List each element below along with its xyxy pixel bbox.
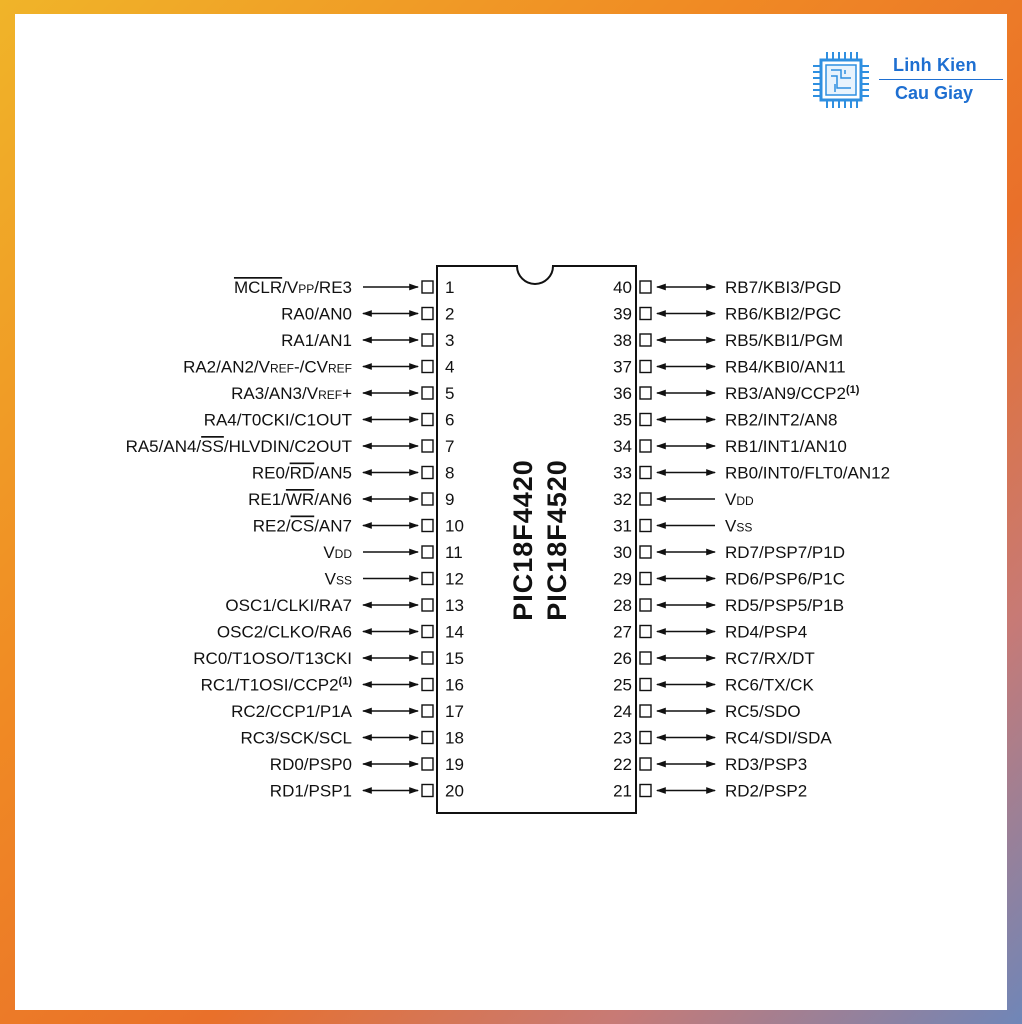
pin-19-label: RD0/PSP0 [269,755,352,774]
pin-26-number: 26 [613,649,632,668]
pin-20-pad [422,785,433,797]
pin-2-label: RA0/AN0 [281,304,352,324]
left-pin-group [126,278,464,801]
pin-17-rc2-ccp1-p1a [231,702,464,721]
pin-9-label: RE1/WR/AN6 [248,490,352,509]
pin-9-re1-wr-an6 [248,490,454,509]
pin-20-number: 20 [445,781,464,801]
pin-1-pad [422,281,433,293]
pin-28-rd5-psp5-p1b [613,596,844,615]
pin-38-label: RB5/KBI1/PGM [725,331,844,350]
pin-26-pad [640,652,651,664]
pin-20-label: RD1/PSP1 [269,781,352,801]
pin-3-number: 3 [445,331,455,350]
pin-37-rb4-kbi0-an11 [613,358,846,377]
pin-30-rd7-psp7-p1d [613,543,845,562]
brand-name-line2: Cau Giay [895,83,974,103]
pin-38-rb5-kbi1-pgm [613,331,843,350]
pin-29-pad [640,573,651,585]
pin-21-pad [640,785,651,797]
pin-37-pad [640,361,651,373]
pin-1-label: MCLR/VPP/RE3 [233,278,352,297]
pin-23-pad [640,732,651,744]
pin-39-rb6-kbi2-pgc [613,305,841,324]
pin-27-number: 27 [613,622,632,642]
pin-17-label: RC2/CCP1/P1A [231,702,352,721]
pin-32-number: 32 [613,490,632,509]
pin-15-rc0-t1oso-t13cki [193,649,464,668]
pin-22-pad [640,758,651,770]
pin-18-label: RC3/SCK/SCL [240,728,352,748]
pin-2-ra0-an0 [281,305,454,324]
pin-13-label: OSC1/CLKI/RA7 [225,596,352,615]
pin-36-rb3-an9-ccp2-1 [613,384,860,403]
pin-19-rd0-psp0 [270,755,464,774]
pin-20-rd1-psp1 [270,782,464,801]
pin-40-rb7-kbi3-pgd [613,278,841,297]
pin-25-rc6-tx-ck [613,676,814,695]
pin-12-pad [422,573,433,585]
pin-11-pad [422,546,433,558]
pin-36-pad [640,387,651,399]
pin-23-label: RC4/SDI/SDA [725,728,832,748]
pin-39-label: RB6/KBI2/PGC [725,304,842,324]
pin-6-label: RA4/T0CKI/C1OUT [203,410,352,430]
pin-4-number: 4 [445,357,455,377]
pin-29-label: RD6/PSP6/P1C [725,569,845,589]
pin-8-label: RE0/RD/AN5 [251,463,352,483]
pin-7-number: 7 [445,437,455,456]
pin-30-pad [640,546,651,558]
pin-24-label: RC5/SDO [725,702,801,721]
pin-8-number: 8 [445,463,455,483]
pin-13-number: 13 [445,596,464,615]
pin-5-number: 5 [445,384,455,403]
pin-33-rb0-int0-flt0-an12 [613,464,890,483]
pin-30-number: 30 [613,543,632,562]
pin-30-label: RD7/PSP7/P1D [725,543,845,562]
pin-27-label: RD4/PSP4 [725,622,808,642]
pin-21-rd2-psp2 [613,782,807,801]
pin-28-pad [640,599,651,611]
pin-18-rc3-sck-scl [241,729,464,748]
pin-15-label: RC0/T1OSO/T13CKI [193,649,352,668]
pin-16-rc1-t1osi-ccp2-1 [201,676,464,695]
pin-7-pad [422,440,433,452]
pin-34-label: RB1/INT1/AN10 [725,437,847,456]
pin-6-number: 6 [445,410,455,430]
pin-34-rb1-int1-an10 [613,437,847,456]
pin-36-label: RB3/AN9/CCP2$^{(1)}$ [725,384,860,403]
pin-5-ra3-an3-vref [231,384,454,403]
pin-15-number: 15 [445,649,464,668]
chip-package [437,266,636,813]
pin-34-number: 34 [613,437,632,456]
pin-1-mclr-vpp-re3 [234,278,455,297]
pin-24-pad [640,705,651,717]
pin-22-label: RD3/PSP3 [725,755,808,774]
pin-17-pad [422,705,433,717]
pin-7-ra5-an4-ss-hlvdin-c2out [126,437,455,456]
pin-21-label: RD2/PSP2 [725,781,808,801]
pin-37-number: 37 [613,357,632,377]
pin-4-ra2-an2-vref-cvref [183,358,454,377]
pin-14-pad [422,626,433,638]
pin-4-pad [422,361,433,373]
pin-40-pad [640,281,651,293]
pin-23-number: 23 [613,728,632,748]
pin-11-label: VDD [323,543,352,562]
pin-16-number: 16 [445,675,464,695]
pin-6-pad [422,414,433,426]
pin-5-pad [422,387,433,399]
pin-14-label: OSC2/CLKO/RA6 [216,622,352,642]
pin-16-pad [422,679,433,691]
pin-32-label: VDD [725,490,754,509]
pin-19-number: 19 [445,755,464,774]
pin-7-label: RA5/AN4/SS/HLVDIN/C2OUT [125,437,352,456]
pin-28-label: RD5/PSP5/P1B [725,596,845,615]
pin-13-osc1-clki-ra7 [225,596,464,615]
pin-3-label: RA1/AN1 [281,331,352,350]
pin-10-label: RE2/CS/AN7 [252,516,352,536]
pin-22-number: 22 [613,755,632,774]
pin-12-label: VSS [324,569,352,589]
pin-10-number: 10 [445,516,464,536]
pin-8-pad [422,467,433,479]
pin-2-number: 2 [445,304,455,324]
pin-1-number: 1 [445,278,455,297]
pin-8-re0-rd-an5 [252,464,455,483]
pin-33-number: 33 [613,463,632,483]
pin-16-label: RC1/T1OSI/CCP2$^{(1)}$ [200,675,352,695]
pin-10-re2-cs-an7 [253,517,464,536]
part-number-2: PIC18F4520 [542,459,572,621]
pin-38-number: 38 [613,331,632,350]
right-pin-group [613,278,890,801]
pin-38-pad [640,334,651,346]
pin-24-number: 24 [613,702,632,721]
pin-39-pad [640,308,651,320]
pin-39-number: 39 [613,304,632,324]
diagram-canvas [15,14,1007,1010]
pin-9-pad [422,493,433,505]
pin-35-label: RB2/INT2/AN8 [725,410,838,430]
pin-19-pad [422,758,433,770]
pin-18-pad [422,732,433,744]
pin-31-number: 31 [613,516,632,536]
pin-26-rc7-rx-dt [613,649,815,668]
pin-24-rc5-sdo [613,702,801,721]
pin-27-pad [640,626,651,638]
pin-40-number: 40 [613,278,632,297]
pin-6-ra4-t0cki-c1out [204,411,455,430]
pin-28-number: 28 [613,596,632,615]
pin-21-number: 21 [613,781,632,801]
pin-32-pad [640,493,651,505]
pinout-diagram [15,14,1007,1010]
pin-17-number: 17 [445,702,464,721]
pin-35-number: 35 [613,410,632,430]
pin-36-number: 36 [613,384,632,403]
pin-3-ra1-an1 [281,331,454,350]
pin-25-pad [640,679,651,691]
pin-9-number: 9 [445,490,455,509]
pin-34-pad [640,440,651,452]
pin-35-rb2-int2-an8 [613,411,837,430]
pin-4-label: RA2/AN2/VREF-/CVREF [183,357,352,377]
pin-40-label: RB7/KBI3/PGD [725,278,842,297]
pin-35-pad [640,414,651,426]
pin-26-label: RC7/RX/DT [725,649,815,668]
pin-18-number: 18 [445,728,464,748]
pin-33-label: RB0/INT0/FLT0/AN12 [725,463,891,483]
pin-14-osc2-clko-ra6 [217,623,464,642]
pin-27-rd4-psp4 [613,623,807,642]
pin-29-number: 29 [613,569,632,589]
pin-25-number: 25 [613,675,632,695]
pin-12-number: 12 [445,569,464,589]
pin-31-label: VSS [725,516,753,536]
pin-37-label: RB4/KBI0/AN11 [725,357,846,377]
pin-31-pad [640,520,651,532]
pin-5-label: RA3/AN3/VREF+ [231,384,352,403]
pin-13-pad [422,599,433,611]
part-number-1: PIC18F4420 [508,459,538,621]
pin-23-rc4-sdi-sda [613,729,832,748]
pin-15-pad [422,652,433,664]
pin-10-pad [422,520,433,532]
pin-33-pad [640,467,651,479]
pin-3-pad [422,334,433,346]
brand-name-line1: Linh Kien [893,55,977,75]
pin-2-pad [422,308,433,320]
pin-14-number: 14 [445,622,464,642]
pin-25-label: RC6/TX/CK [725,675,814,695]
pin-29-rd6-psp6-p1c [613,570,845,589]
pin-22-rd3-psp3 [613,755,807,774]
pin-11-number: 11 [445,543,463,562]
